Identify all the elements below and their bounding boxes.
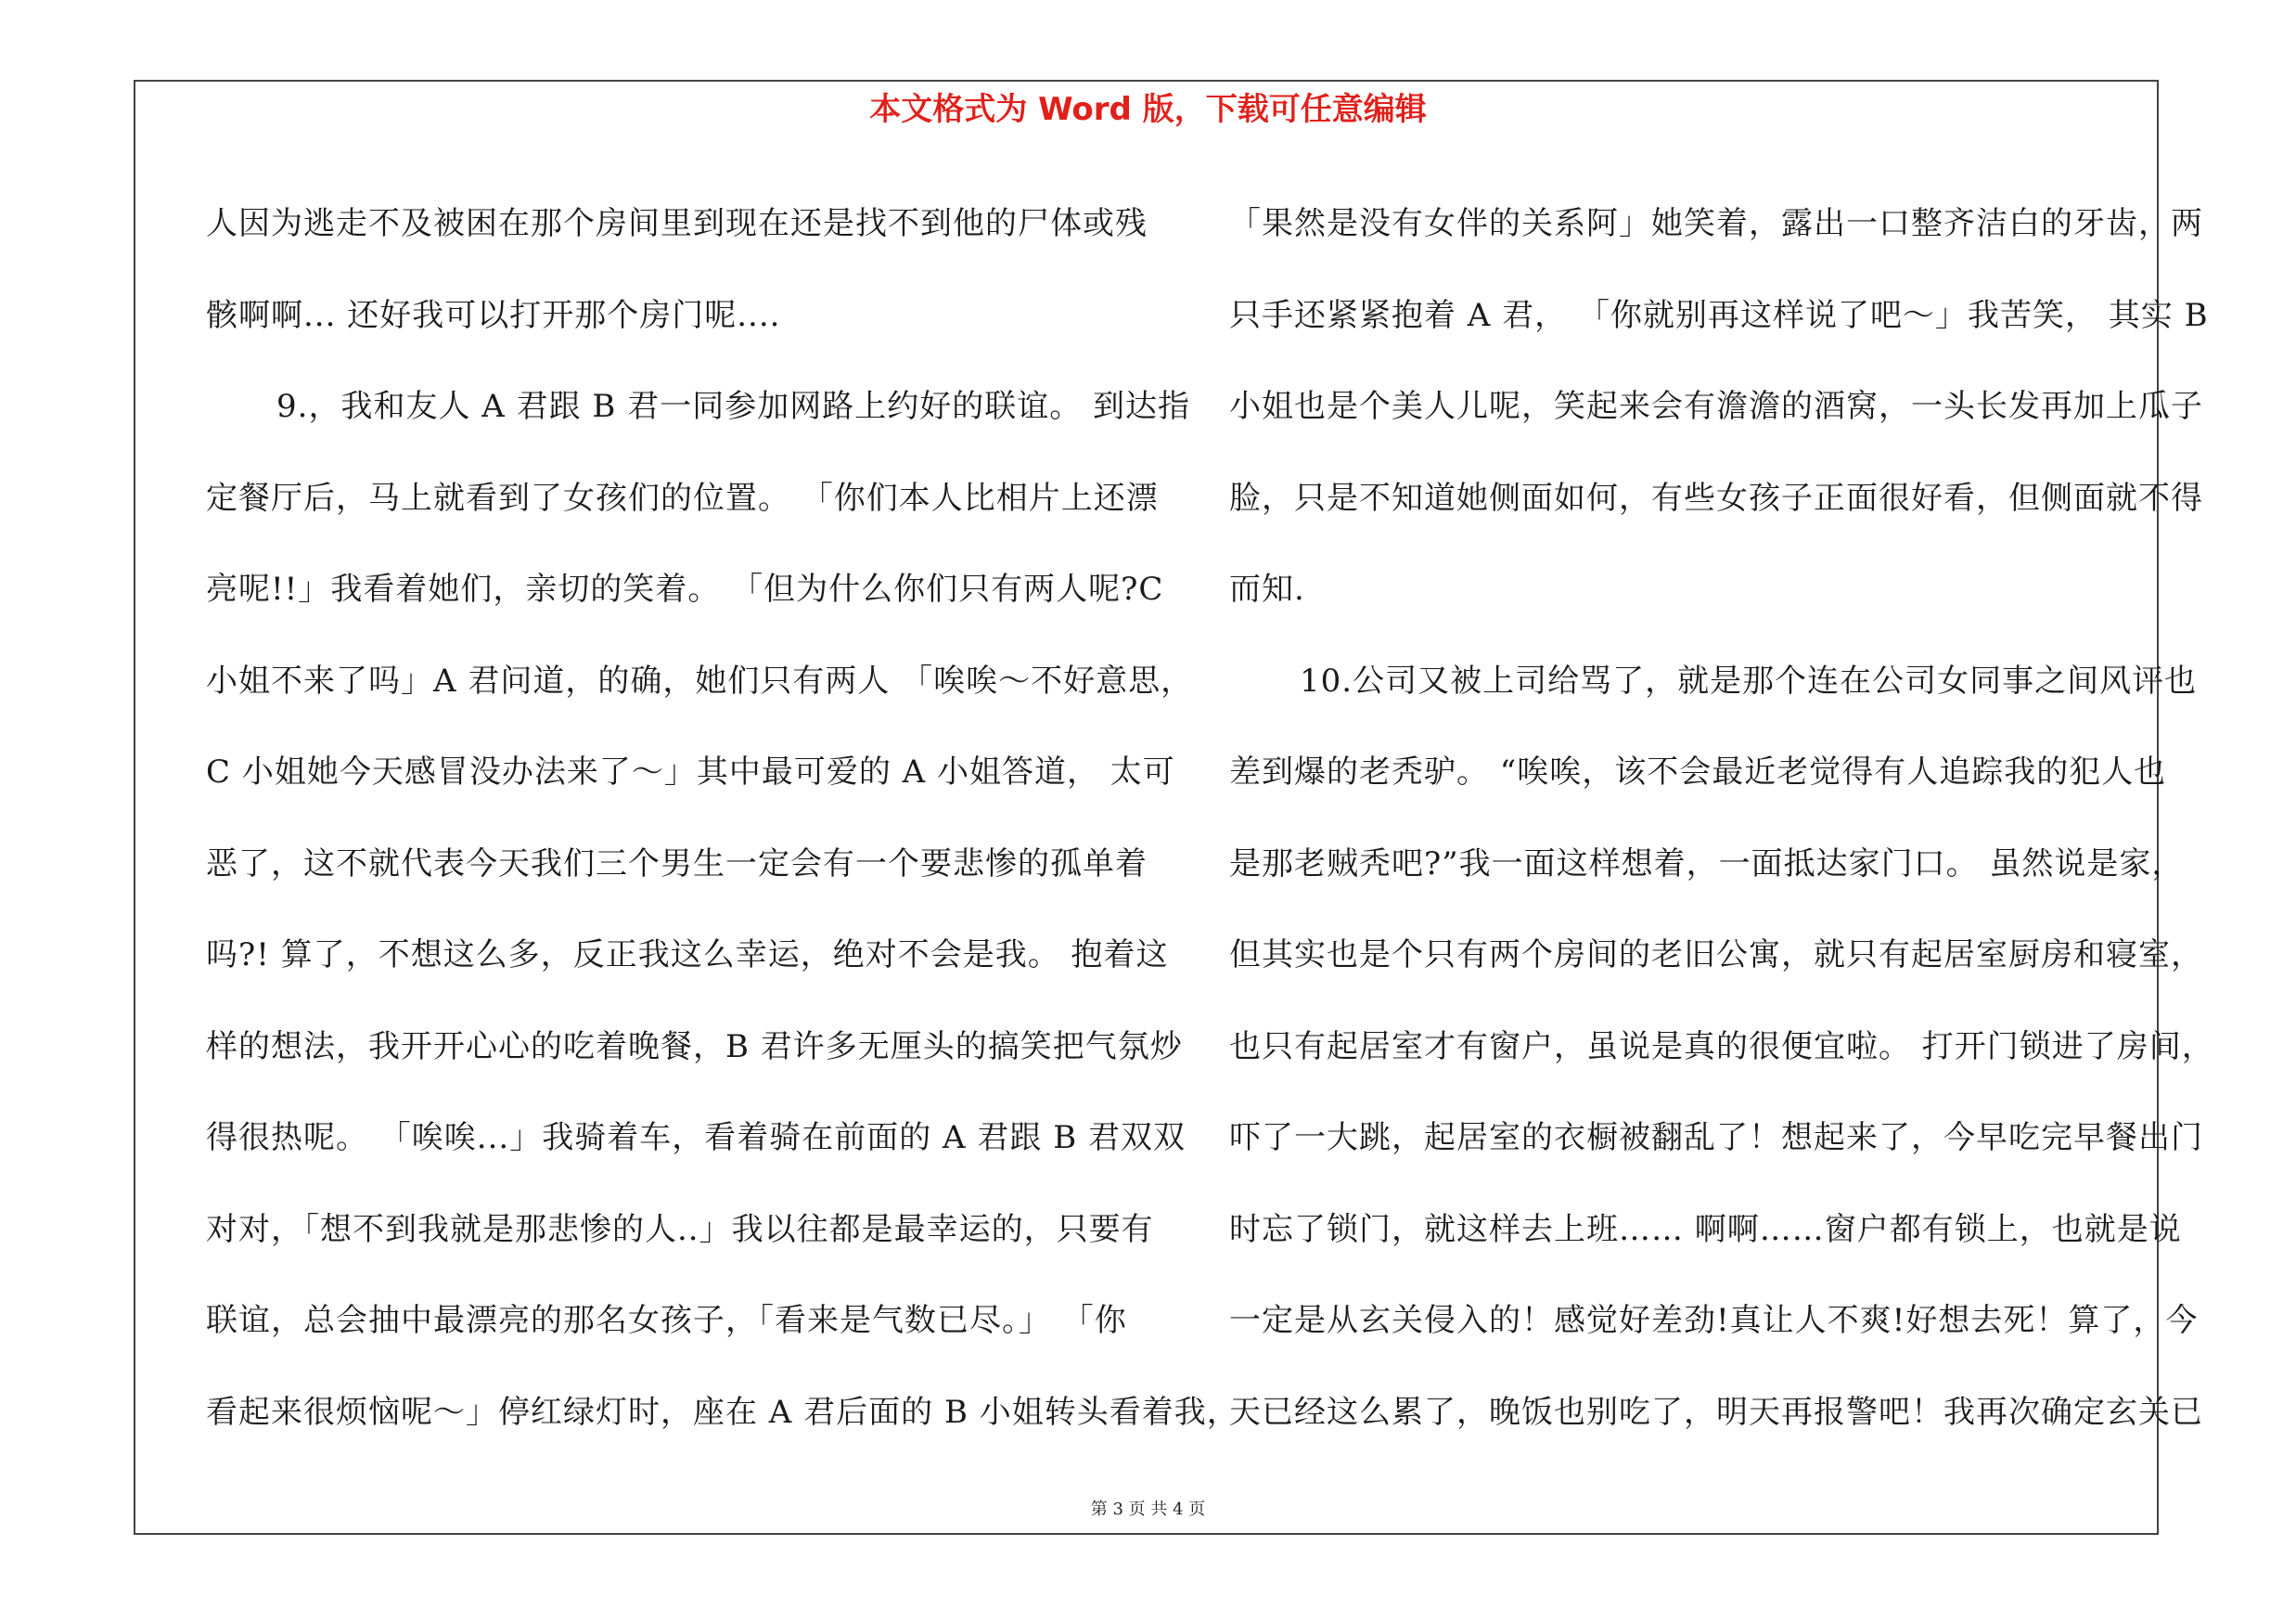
text-line: 看起来很烦恼呢～」停红绿灯时，座在 A 君后面的 B 小姐转头看着我， — [206, 1393, 1239, 1431]
text-line: 差到爆的老秃驴。 “唉唉，该不会最近老觉得有人追踪我的犯人也 — [1229, 754, 2167, 791]
text-line: 小姐不来了吗」A 君问道，的确，她们只有两人 「唉唉～不好意思， — [206, 662, 1194, 700]
paragraph-10-start: 10.公司又被上司给骂了，就是那个连在公司女同事之间风评也 — [1300, 662, 2198, 700]
page-number: 第 3 页 共 4 页 — [1090, 1500, 1206, 1519]
text-line: 而知. — [1229, 571, 1305, 608]
text-line: 骸啊啊... 还好我可以打开那个房门呢.... — [206, 296, 781, 334]
paragraph-9-start: 9.，我和友人 A 君跟 B 君一同参加网路上约好的联谊。 到达指 — [276, 388, 1191, 425]
text-line: 只手还紧紧抱着 A 君， 「你就别再这样说了吧～」我苦笑， 其实 B — [1229, 296, 2209, 334]
text-line: 是那老贼秃吧?”我一面这样想着，一面抵达家门口。 虽然说是家， — [1229, 844, 2185, 882]
text-line: C 小姐她今天感冒没办法来了～」其中最可爱的 A 小姐答道， 太可 — [206, 754, 1175, 791]
text-line: 样的想法，我开开心心的吃着晚餐，B 君许多无厘头的搞笑把气氛炒 — [206, 1027, 1183, 1065]
text-line: 但其实也是个只有两个房间的老旧公寓，就只有起居室厨房和寝室， — [1229, 936, 2203, 973]
text-line: 恶了，这不就代表今天我们三个男生一定会有一个要悲惨的孤单着 — [206, 844, 1148, 882]
text-line: 小姐也是个美人儿呢，笑起来会有澹澹的酒窝，一头长发再加上瓜子 — [1229, 388, 2203, 425]
right-text-column — [1229, 178, 2214, 1458]
text-line: 定餐厅后，马上就看到了女孩们的位置。 「你们本人比相片上还漂 — [206, 479, 1159, 517]
text-line: 亮呢!!」我看着她们，亲切的笑着。 「但为什么你们只有两人呢?C — [206, 571, 1164, 608]
text-line: 得很热呢。 「唉唉...」我骑着车，看着骑在前面的 A 君跟 B 君双双 — [206, 1119, 1186, 1156]
text-line: 「果然是没有女伴的关系阿」她笑着，露出一口整齐洁白的牙齿，两 — [1229, 205, 2203, 242]
text-line: 脸，只是不知道她侧面如何，有些女孩子正面很好看，但侧面就不得 — [1229, 479, 2203, 517]
text-line: 吗?! 算了，不想这么多，反正我这么幸运，绝对不会是我。 抱着这 — [206, 936, 1169, 973]
left-text-column — [206, 178, 1239, 1458]
text-line: 时忘了锁门，就这样去上班…… 啊啊……窗户都有锁上，也就是说 — [1229, 1210, 2182, 1248]
text-line: 天已经这么累了，晚饭也别吃了，明天再报警吧！我再次确定玄关已 — [1229, 1393, 2203, 1431]
word-format-banner: 本文格式为 Word 版，下载可任意编辑 — [869, 91, 1427, 128]
text-line: 吓了一大跳，起居室的衣橱被翻乱了！想起来了，今早吃完早餐出门 — [1229, 1119, 2203, 1156]
text-line: 对对，「想不到我就是那悲惨的人..」我以往都是最幸运的，只要有 — [206, 1210, 1154, 1248]
text-line: 联谊，总会抽中最漂亮的那名女孩子，「看来是气数已尽。」 「你 — [206, 1302, 1127, 1339]
text-line: 也只有起居室才有窗户，虽说是真的很便宜啦。 打开门锁进了房间， — [1229, 1027, 2214, 1065]
text-line: 一定是从玄关侵入的！感觉好差劲!真让人不爽!好想去死！算了，今 — [1229, 1302, 2199, 1339]
text-line: 人因为逃走不及被困在那个房间里到现在还是找不到他的尸体或残 — [206, 205, 1148, 242]
